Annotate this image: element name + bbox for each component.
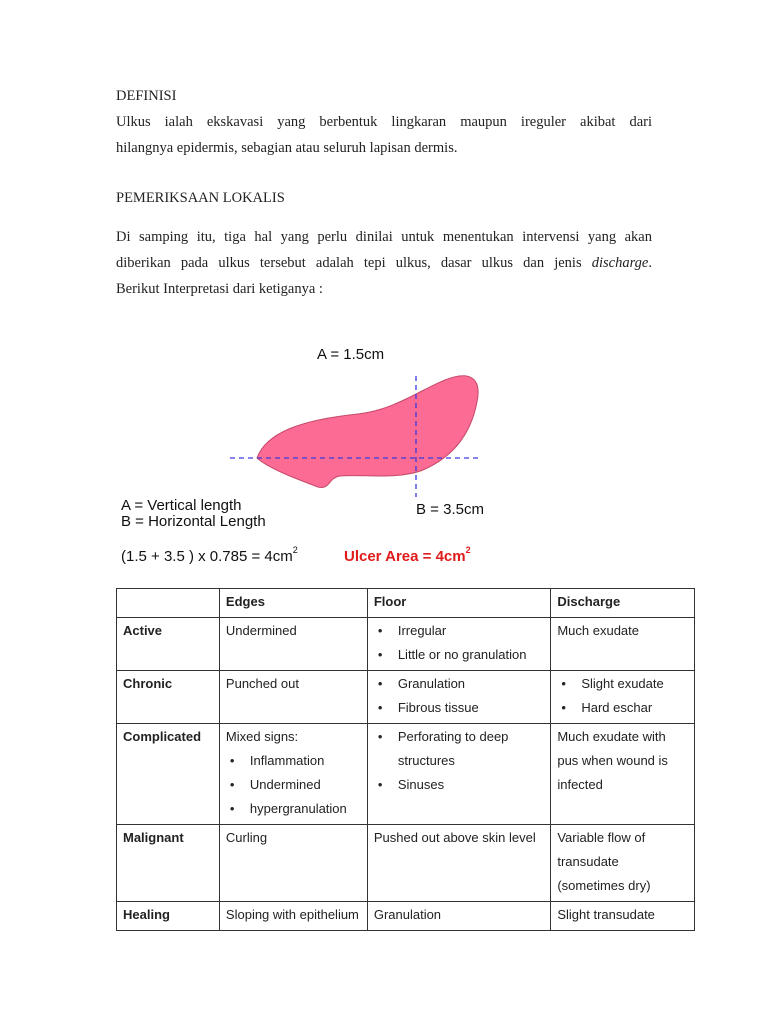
- edges-cell: Mixed signs: • Inflammation • Undermined • hypergranulation: [219, 724, 367, 825]
- list-item: • Little or no granulation: [374, 643, 545, 667]
- row-type: Malignant: [117, 825, 220, 902]
- table-row-healing: [117, 902, 695, 931]
- list-item: • Fibrous tissue: [374, 696, 545, 720]
- definisi-paragraph-line-1: Ulkus ialah ekskavasi yang berbentuk lingkaran maupun ireguler akibat dari: [116, 114, 652, 130]
- list-item: • Hard eschar: [557, 696, 688, 720]
- table-header-row: [117, 589, 695, 618]
- definisi-heading: DEFINISI: [116, 88, 177, 104]
- list-item: • Slight exudate: [557, 672, 688, 696]
- pemeriksaan-paragraph-line-3: Berikut Interpretasi dari ketiganya :: [116, 281, 323, 297]
- header-floor: Floor: [367, 589, 551, 618]
- pemeriksaan-heading: PEMERIKSAAN LOKALIS: [116, 190, 285, 206]
- ulcer-shape: [257, 376, 478, 488]
- discharge-emphasis: discharge: [591, 255, 649, 271]
- list-item: • Inflammation: [226, 749, 361, 773]
- table-row-active: [117, 618, 695, 671]
- edges-cell: Sloping with epithelium: [219, 902, 367, 931]
- list-item: • Perforating to deep structures: [374, 725, 545, 773]
- header-empty: [117, 589, 220, 618]
- discharge-cell: Slight transudate: [551, 902, 695, 931]
- list-item: • Sinuses: [374, 773, 545, 797]
- header-edges: Edges: [219, 589, 367, 618]
- discharge-cell: Much exudate: [551, 618, 695, 671]
- floor-cell: [367, 618, 551, 671]
- edges-cell: Punched out: [219, 671, 367, 724]
- legend-a: A = Vertical length: [121, 497, 242, 514]
- row-type: Healing: [117, 902, 220, 931]
- pemeriksaan-paragraph-line-1: Di samping itu, tiga hal yang perlu dinilai untuk menentukan intervensi yang akan: [116, 229, 652, 245]
- discharge-cell: Much exudate with pus when wound is infected: [551, 724, 695, 825]
- list-item: • hypergranulation: [226, 797, 361, 821]
- ulcer-interpretation-table: [116, 588, 695, 931]
- row-type: Chronic: [117, 671, 220, 724]
- discharge-cell: Variable flow of transudate (sometimes dry): [551, 825, 695, 902]
- area-formula: (1.5 + 3.5 ) x $0.785 = 4cm^2$: [121, 545, 298, 565]
- floor-cell: [367, 724, 551, 825]
- floor-cell: Granulation: [367, 902, 551, 931]
- list-item: • Undermined: [226, 773, 361, 797]
- list-item: • Granulation: [374, 672, 545, 696]
- edges-cell: Undermined: [219, 618, 367, 671]
- list-item: • Irregular: [374, 619, 545, 643]
- floor-cell: Pushed out above skin level: [367, 825, 551, 902]
- ulcer-area-result: Ulcer Area = $4cm^2$: [344, 545, 471, 565]
- table-row-malignant: [117, 825, 695, 902]
- edges-cell: Curling: [219, 825, 367, 902]
- legend-b: B = Horizontal Length: [121, 513, 266, 530]
- row-type: Complicated: [117, 724, 220, 825]
- label-b-measure: B = 3.5cm: [416, 501, 484, 518]
- header-discharge: Discharge: [551, 589, 695, 618]
- floor-cell: [367, 671, 551, 724]
- label-a-measure: A = 1.5cm: [317, 346, 385, 363]
- table-row-complicated: [117, 724, 695, 825]
- pemeriksaan-paragraph-line-2: diberikan pada ulkus tersebut adalah tepi ulkus, dasar ulkus dan jenis discharge.: [116, 255, 652, 271]
- row-type: Active: [117, 618, 220, 671]
- table-row-chronic: [117, 671, 695, 724]
- definisi-paragraph-line-2: hilangnya epidermis, sebagian atau seluruh lapisan dermis.: [116, 140, 458, 156]
- discharge-cell: [551, 671, 695, 724]
